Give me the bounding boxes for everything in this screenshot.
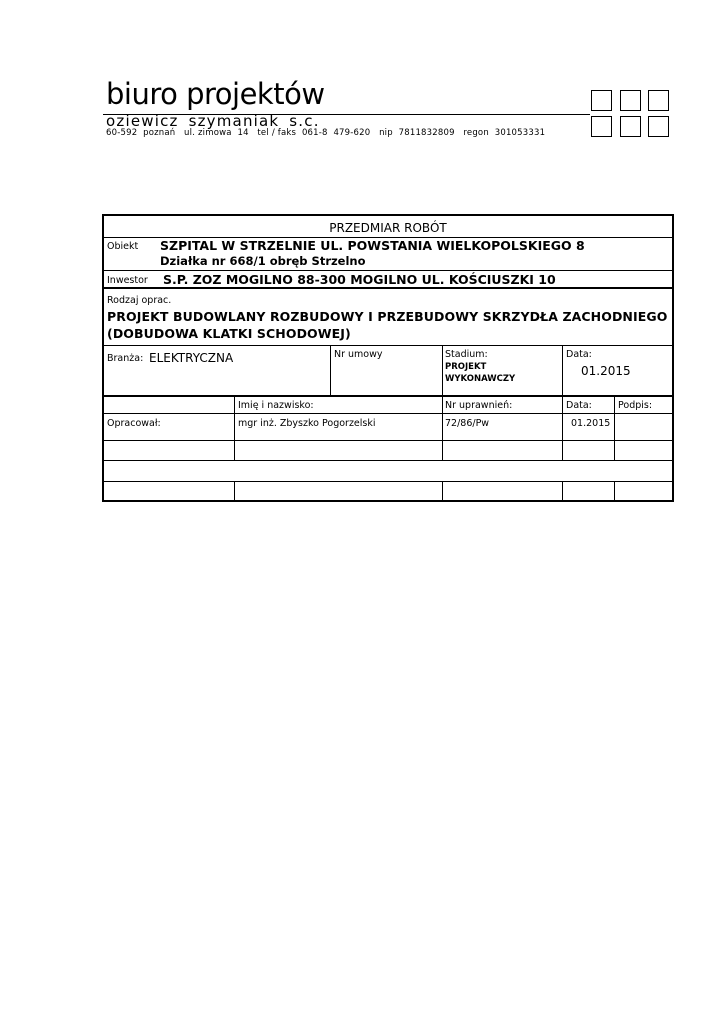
doc-type-line1: PROJEKT BUDOWLANY ROZBUDOWY I PRZEBUDOWY SKRZYDŁA ZACHODNIEGO <box>107 309 668 324</box>
sig-header-license: Nr uprawnień: <box>445 400 513 411</box>
investor-label: Inwestor <box>107 275 148 286</box>
logo-square-5 <box>620 116 641 137</box>
divider <box>104 460 672 461</box>
date-value: 01.2015 <box>581 364 631 378</box>
divider <box>104 395 672 397</box>
divider <box>104 345 672 346</box>
object-name: SZPITAL W STRZELNIE UL. POWSTANIA WIELKOPOLSKIEGO 8 <box>160 238 585 253</box>
branch-label: Branża: <box>107 353 144 364</box>
branch-value: ELEKTRYCZNA <box>149 351 234 365</box>
divider <box>234 481 235 500</box>
divider <box>442 481 443 500</box>
object-label: Obiekt <box>107 241 139 252</box>
divider <box>104 287 672 289</box>
contract-label: Nr umowy <box>334 349 383 360</box>
divider <box>442 345 443 395</box>
stage-label: Stadium: <box>445 349 488 360</box>
divider <box>562 345 563 395</box>
date-label: Data: <box>566 349 592 360</box>
sig-row-license: 72/86/Pw <box>445 418 490 429</box>
divider <box>442 395 443 460</box>
firm-contact: 60-592 poznań ul. zimowa 14 tel / faks 061-8 479-620 nip 7811832809 regon 301053331 <box>106 128 546 138</box>
firm-subname: oziewicz szymaniak s.c. <box>106 112 320 130</box>
doc-type-line2: (DOBUDOWA KLATKI SCHODOWEJ) <box>107 326 351 341</box>
sig-row-date: 01.2015 <box>571 418 611 429</box>
divider <box>104 270 672 271</box>
investor-value: S.P. ZOZ MOGILNO 88-300 MOGILNO UL. KOŚCIUSZKI 10 <box>163 272 556 287</box>
sig-header-name: Imię i nazwisko: <box>238 400 314 411</box>
form-title: PRZEDMIAR ROBÓT <box>329 221 447 235</box>
sig-header-signature: Podpis: <box>618 400 653 411</box>
logo-square-2 <box>620 90 641 111</box>
doc-type-label: Rodzaj oprac. <box>107 295 172 306</box>
stage-value-line1: PROJEKT <box>445 362 487 372</box>
logo-square-6 <box>648 116 669 137</box>
divider <box>614 481 615 500</box>
divider <box>104 440 672 441</box>
sig-row-name: mgr inż. Zbyszko Pogorzelski <box>238 418 376 429</box>
divider <box>330 345 331 395</box>
divider <box>562 395 563 460</box>
sig-header-date: Data: <box>566 400 592 411</box>
stage-value-line2: WYKONAWCZY <box>445 374 516 384</box>
logo-square-3 <box>648 90 669 111</box>
sig-row-role: Opracował: <box>107 418 161 429</box>
divider <box>614 395 615 460</box>
firm-name: biuro projektów <box>106 77 325 111</box>
logo-square-4 <box>591 116 612 137</box>
divider <box>104 413 672 414</box>
object-plot: Działka nr 668/1 obręb Strzelno <box>160 254 366 268</box>
logo-square-1 <box>591 90 612 111</box>
divider <box>562 481 563 500</box>
title-block-form <box>102 214 674 502</box>
divider <box>104 481 672 482</box>
divider <box>234 395 235 460</box>
